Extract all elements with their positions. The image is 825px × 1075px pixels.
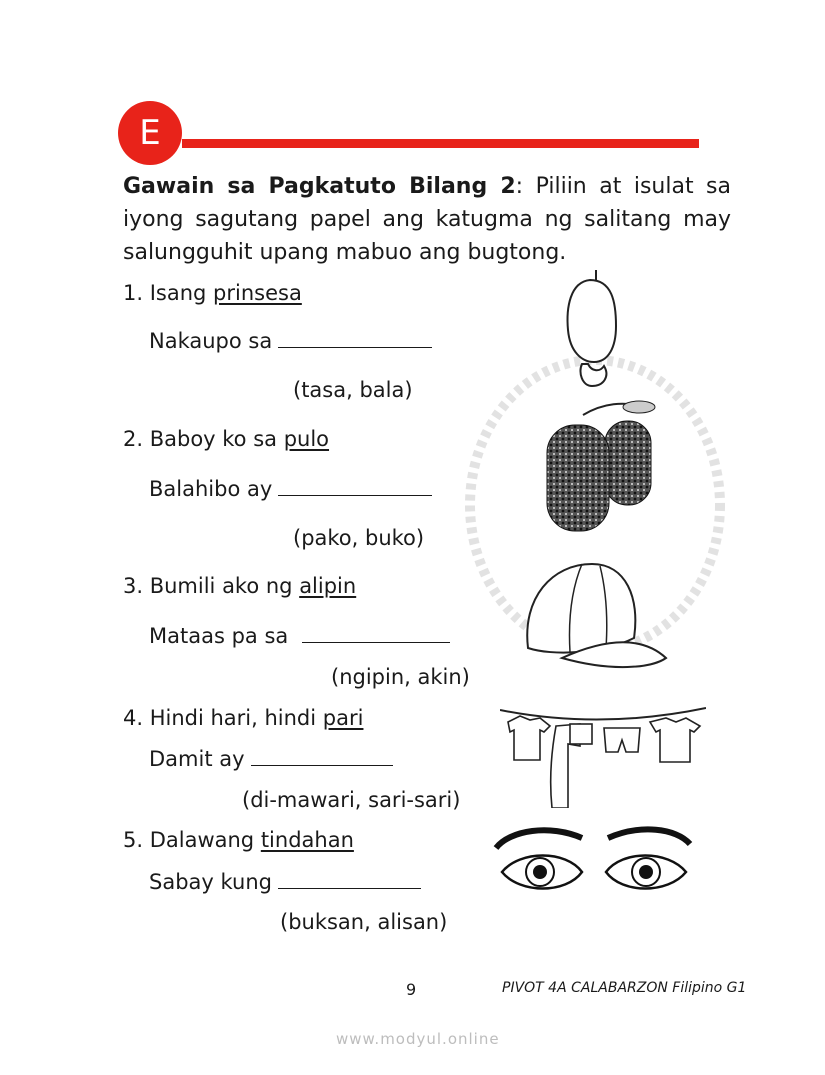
item-1-blank: [278, 329, 432, 348]
item-1-line-2: Nakaupo sa: [149, 327, 432, 355]
item-4-underlined-word: pari: [322, 706, 364, 730]
watermark: www.modyul.online: [336, 1030, 500, 1048]
cashew-icon: [560, 268, 620, 390]
source-footer: PIVOT 4A CALABARZON Filipino G1: [502, 980, 747, 996]
rambutan-icon: [543, 395, 659, 535]
item-2-line-1: 2. Baboy ko sa pulo: [123, 427, 330, 451]
item-5-underlined-word: tindahan: [260, 828, 354, 852]
instruction-text: : Piliin at isulat sa iyong sagutang papel ang katugma ng salitang may salungguhit upang mabuo ang bugtong.: [123, 174, 731, 265]
section-badge: E: [118, 101, 182, 165]
item-1-underlined-word: prinsesa: [213, 281, 302, 305]
eyes-icon: [490, 822, 696, 898]
item-4-line-2: Damit ay: [149, 745, 393, 773]
item-5-blank: [278, 870, 421, 889]
item-4-choices: (di-mawari, sari-sari): [242, 788, 461, 812]
item-3-line-2: Mataas pa sa: [149, 622, 450, 650]
instructions: [123, 170, 731, 269]
clothesline-icon: [500, 700, 706, 808]
page-number: 9: [406, 980, 417, 999]
item-2-blank: [278, 477, 432, 496]
section-divider: [182, 139, 699, 148]
item-1-line-1: 1. Isang prinsesa: [123, 281, 302, 305]
cap-icon: [522, 558, 668, 676]
item-5-line-1: 5. Dalawang tindahan: [123, 828, 354, 852]
activity-title: Gawain sa Pagkatuto Bilang 2: [123, 174, 516, 199]
item-1-choices: (tasa, bala): [293, 378, 413, 402]
item-3-line-1: 3. Bumili ako ng alipin: [123, 574, 357, 598]
item-5-choices: (buksan, alisan): [280, 910, 448, 934]
item-2-line-2: Balahibo ay: [149, 475, 432, 503]
item-3-choices: (ngipin, akin): [331, 665, 470, 689]
item-4-blank: [251, 747, 393, 766]
item-2-choices: (pako, buko): [293, 526, 425, 550]
item-2-underlined-word: pulo: [283, 427, 330, 451]
item-3-underlined-word: alipin: [299, 574, 357, 598]
item-3-blank: [302, 624, 450, 643]
item-4-line-1: 4. Hindi hari, hindi pari: [123, 706, 364, 730]
item-5-line-2: Sabay kung: [149, 868, 421, 896]
